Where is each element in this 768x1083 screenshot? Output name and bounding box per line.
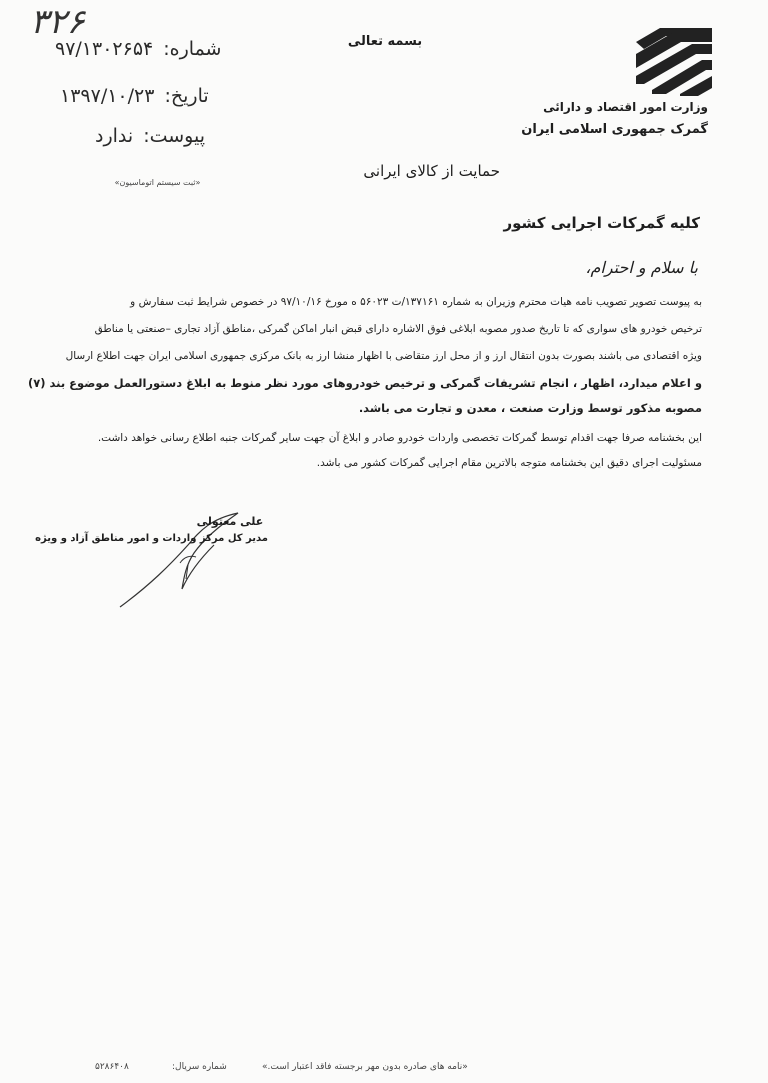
letter-date-value: ۱۳۹۷/۱۰/۲۳ — [60, 85, 155, 107]
body-line-3: ویژه اقتصادی می باشند بصورت بدون انتقال ارز و از محل ارز متقاضی با اظهار منشا ارز به بانک مرکزی جمهوری اسلامی ایران جهت اطلاع ارسال — [65, 350, 702, 362]
letter-number-label: شماره: — [163, 38, 222, 60]
ministry-name: وزارت امور اقتصاد و دارائی — [543, 100, 708, 114]
signatory-title: مدیر کل مرکز واردات و امور مناطق آزاد و ویژه — [35, 533, 268, 544]
addressee: کلیه گمرکات اجرایی کشور — [503, 214, 700, 232]
slogan: حمایت از کالای ایرانی — [363, 162, 500, 180]
letter-number — [55, 38, 221, 60]
letter-attachment-label: پیوست: — [143, 125, 206, 147]
signatory-name: علی معتولی — [196, 515, 264, 528]
letter-attachment-value: ندارد — [95, 125, 134, 147]
letter-number-value: ۹۷/۱۳۰۲۶۵۴ — [55, 38, 154, 60]
greeting: با سلام و احترام، — [585, 258, 698, 277]
body-line-7: مسئولیت اجرای دقیق این بخشنامه متوجه بالاترین مقام اجرایی گمرکات کشور می باشد. — [316, 457, 702, 469]
handwritten-page-number: ۳۲۶ — [30, 2, 85, 42]
footer-serial-label: شماره سریال: — [172, 1062, 227, 1072]
body-line-2: ترخیص خودرو های سواری که تا تاریخ صدور مصوبه ابلاغی فوق الاشاره دارای قبض انبار اماکن گمرکی ،مناطق آزاد تجاری –صنعتی یا مناطق — [94, 323, 702, 335]
footer-disclaimer: «نامه های صادره بدون مهر برجسته فاقد اعتبار است.» — [262, 1062, 468, 1072]
body-line-5: مصوبه مذکور توسط وزارت صنعت ، معدن و تجارت می باشد. — [358, 401, 702, 415]
customs-logo-icon — [636, 28, 712, 100]
letter-attachment — [95, 125, 205, 147]
customs-name: گمرک جمهوری اسلامی ایران — [521, 122, 708, 137]
invocation: بسمه تعالی — [347, 34, 423, 49]
body-line-4: و اعلام میدارد، اظهار ، انجام تشریفات گمرکی و ترخیص خودروهای مورد نظر منوط به ابلاغ دستورالعمل موضوع بند (۷) — [27, 376, 702, 390]
body-line-6: این بخشنامه صرفا جهت اقدام توسط گمرکات تخصصی واردات خودرو صادر و ابلاغ آن جهت سایر گمرکات جنبه اطلاع رسانی خواهد داشت. — [97, 432, 702, 444]
body-line-1: به پیوست تصویر تصویب نامه هیات محترم وزیران به شماره ۱۳۷۱۶۱/ت ۵۶۰۲۳ ه مورخ ۹۷/۱۰/۱۶ در خصوص شرایط ثبت سفارش و — [130, 296, 702, 308]
letter-date — [60, 85, 209, 107]
letter-date-label: تاریخ: — [164, 85, 209, 107]
auto-registration-note: «ثبت سیستم اتوماسیون» — [114, 178, 201, 187]
footer-serial-value: ۵۲۸۶۴۰۸ — [95, 1062, 129, 1072]
